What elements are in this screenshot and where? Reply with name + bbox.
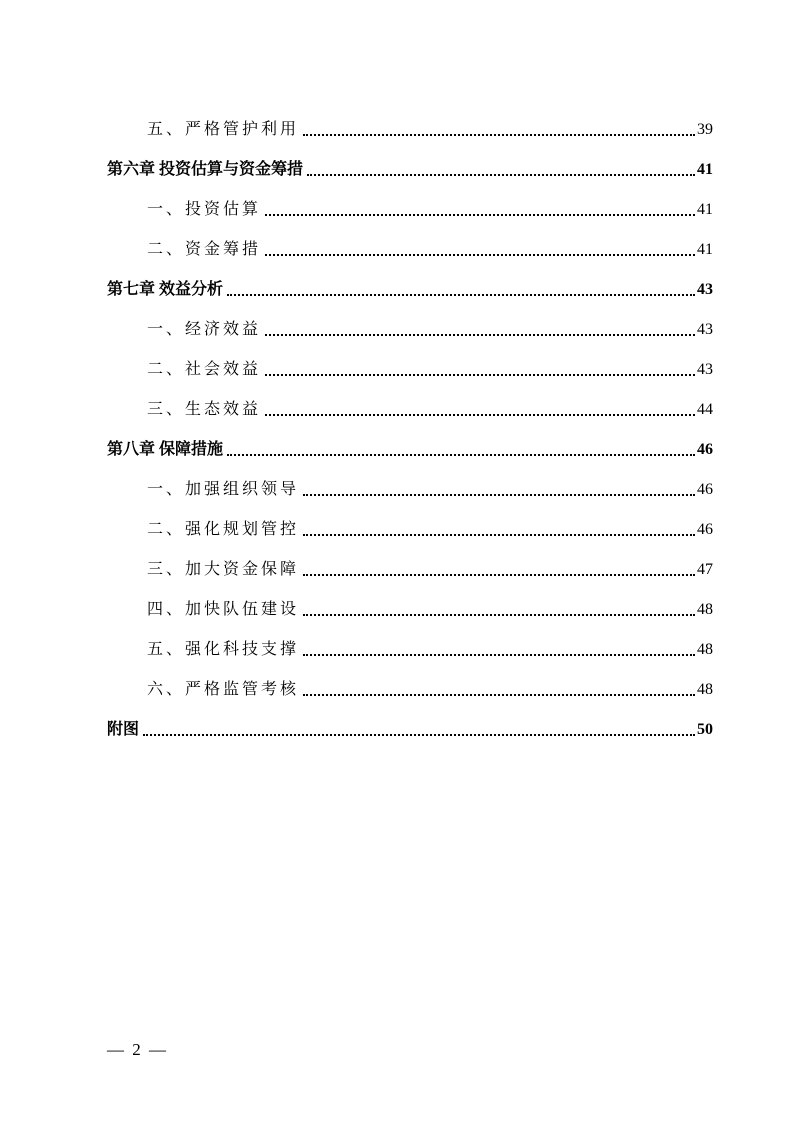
toc-entry-page: 44 — [697, 401, 713, 418]
toc-entry-title: 五、严格管护利用 — [147, 121, 300, 138]
dot-leader — [265, 334, 695, 336]
dot-leader — [303, 614, 695, 616]
dot-leader — [227, 454, 695, 456]
toc-entry-page: 48 — [697, 641, 713, 658]
toc-chapter-entry[interactable] — [107, 272, 713, 312]
dot-leader — [265, 414, 695, 416]
toc-chapter-entry[interactable] — [107, 712, 713, 752]
dot-leader — [303, 534, 695, 536]
dot-leader — [303, 134, 695, 136]
toc-entry-title: 第八章 保障措施 — [107, 441, 224, 458]
toc-section-entry[interactable] — [107, 392, 713, 432]
dot-leader — [303, 654, 695, 656]
dot-leader — [303, 574, 695, 576]
toc-entry-title: 一、加强组织领导 — [147, 481, 300, 498]
toc-entry-title: 二、社会效益 — [147, 361, 262, 378]
dot-leader — [265, 254, 695, 256]
dot-leader — [307, 174, 695, 176]
toc-section-entry[interactable] — [107, 312, 713, 352]
dot-leader — [303, 494, 695, 496]
toc-entry-title: 二、强化规划管控 — [147, 521, 300, 538]
toc-section-entry[interactable] — [107, 352, 713, 392]
toc-entry-title: 六、严格监管考核 — [147, 681, 300, 698]
toc-entry-title: 二、资金筹措 — [147, 241, 262, 258]
toc-entry-page: 41 — [697, 201, 713, 218]
toc-section-entry[interactable] — [107, 672, 713, 712]
toc-section-entry[interactable] — [107, 232, 713, 272]
toc-entry-title: 四、加快队伍建设 — [147, 601, 300, 618]
toc-entry-page: 39 — [697, 121, 713, 138]
dot-leader — [227, 294, 695, 296]
dot-leader — [303, 694, 695, 696]
toc-entry-page: 41 — [697, 161, 713, 178]
toc-entry-title: 三、生态效益 — [147, 401, 262, 418]
toc-entry-page: 46 — [697, 441, 713, 458]
toc-entry-page: 46 — [697, 481, 713, 498]
toc-section-entry[interactable] — [107, 112, 713, 152]
toc-entry-page: 50 — [697, 721, 713, 738]
dot-leader — [143, 734, 695, 736]
toc-section-entry[interactable] — [107, 472, 713, 512]
toc-chapter-entry[interactable] — [107, 152, 713, 192]
toc-entry-page: 48 — [697, 681, 713, 698]
toc-section-entry[interactable] — [107, 592, 713, 632]
toc-entry-page: 48 — [697, 601, 713, 618]
toc-entry-page: 41 — [697, 241, 713, 258]
table-of-contents — [107, 112, 713, 752]
toc-entry-page: 43 — [697, 321, 713, 338]
toc-entry-title: 第六章 投资估算与资金筹措 — [107, 161, 304, 178]
toc-entry-page: 47 — [697, 561, 713, 578]
toc-entry-page: 43 — [697, 361, 713, 378]
toc-entry-title: 五、强化科技支撑 — [147, 641, 300, 658]
toc-section-entry[interactable] — [107, 632, 713, 672]
page-number: — 2 — — [107, 1040, 168, 1059]
toc-entry-title: 一、经济效益 — [147, 321, 262, 338]
toc-section-entry[interactable] — [107, 552, 713, 592]
toc-entry-page: 46 — [697, 521, 713, 538]
toc-section-entry[interactable] — [107, 192, 713, 232]
toc-entry-title: 第七章 效益分析 — [107, 281, 224, 298]
toc-entry-title: 一、投资估算 — [147, 201, 262, 218]
toc-chapter-entry[interactable] — [107, 432, 713, 472]
toc-entry-title: 三、加大资金保障 — [147, 561, 300, 578]
dot-leader — [265, 374, 695, 376]
toc-entry-page: 43 — [697, 281, 713, 298]
toc-entry-title: 附图 — [107, 721, 140, 738]
dot-leader — [265, 214, 695, 216]
toc-section-entry[interactable] — [107, 512, 713, 552]
